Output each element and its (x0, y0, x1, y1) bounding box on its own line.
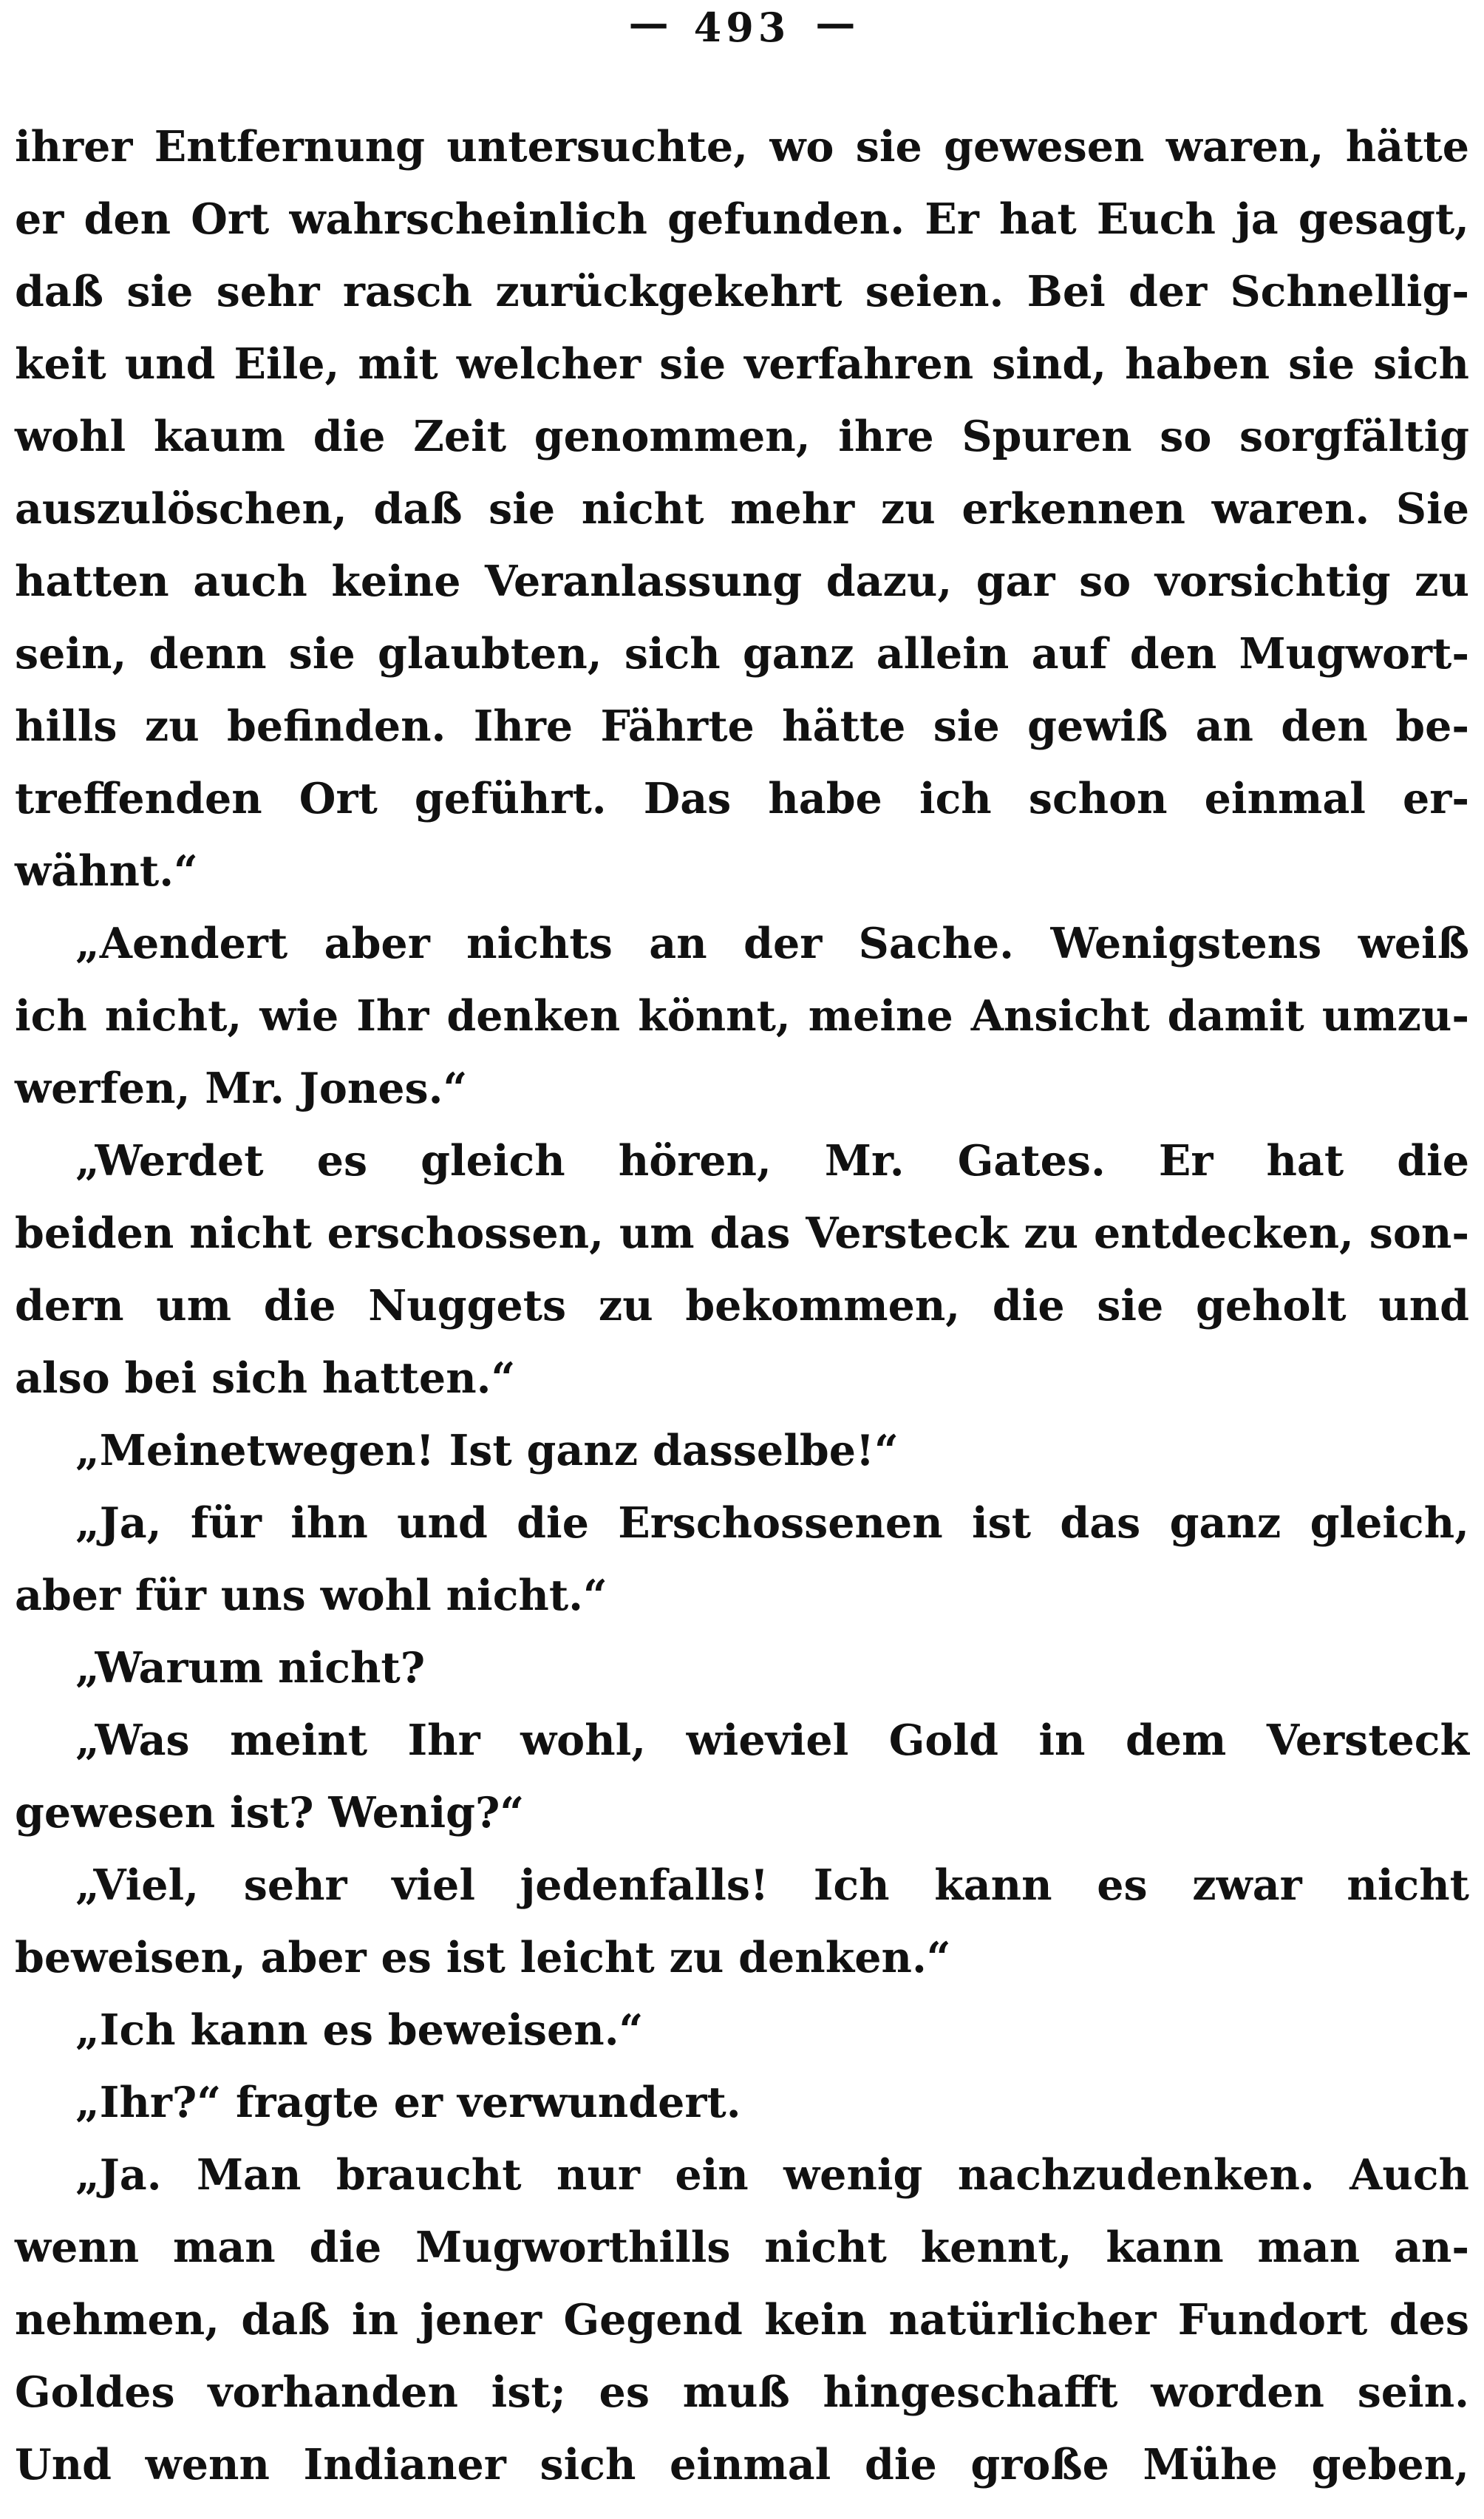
text-line: „Ja, für ihn und die Erschossenen ist das ganz gleich, (75, 1498, 1469, 1548)
text-line: keit und Eile, mit welcher sie verfahren sind, haben sie sich (15, 339, 1469, 389)
text-line: „Was meint Ihr wohl, wieviel Gold in dem Versteck (75, 1716, 1469, 1765)
text-line: „Ja. Man braucht nur ein wenig nachzudenken. Auch (75, 2150, 1469, 2200)
paragraph (15, 1849, 1469, 1994)
text-line: beweisen, aber es ist leicht zu denken.“ (15, 1933, 951, 1982)
text-line: daß sie sehr rasch zurückgekehrt seien. Bei der Schnellig- (15, 267, 1469, 316)
paragraph (15, 1704, 1469, 1849)
paragraph (15, 2067, 1469, 2139)
text-line: wenn man die Mugworthills nicht kennt, kann man an- (15, 2223, 1469, 2272)
text-line: ihrer Entfernung untersuchte, wo sie gewesen waren, hätte (15, 122, 1469, 171)
text-line: sein, denn sie glaubten, sich ganz allein auf den Mugwort- (15, 629, 1469, 679)
paragraph (15, 1487, 1469, 1632)
text-line: hills zu befinden. Ihre Fährte hätte sie gewiß an den be- (15, 701, 1469, 751)
text-line: „Werdet es gleich hören, Mr. Gates. Er hat die (75, 1136, 1469, 1186)
text-line: „Ich kann es beweisen.“ (75, 2005, 644, 2055)
paragraph (15, 1125, 1469, 1415)
text-line: dern um die Nuggets zu bekommen, die sie geholt und (15, 1281, 1469, 1330)
paragraph (15, 111, 1469, 908)
text-line: „Viel, sehr viel jedenfalls! Ich kann es zwar nicht (75, 1860, 1469, 1910)
text-line: „Meinetwegen! Ist ganz dasselbe!“ (75, 1426, 899, 1475)
text-line: also bei sich hatten.“ (15, 1353, 516, 1403)
paragraph (15, 1994, 1469, 2067)
text-line: auszulöschen, daß sie nicht mehr zu erkennen waren. Sie (15, 484, 1469, 534)
text-line: ich nicht, wie Ihr denken könnt, meine Ansicht damit umzu- (15, 991, 1469, 1041)
paragraph (15, 2139, 1469, 2501)
text-line: gewesen ist? Wenig?“ (15, 1788, 525, 1838)
text-line: werfen, Mr. Jones.“ (15, 1064, 468, 1113)
text-line: aber für uns wohl nicht.“ (15, 1571, 607, 1620)
text-line: „Warum nicht? (75, 1643, 426, 1693)
paragraph (15, 1632, 1469, 1704)
text-line: „Ihr?“ fragte er verwundert. (75, 2078, 741, 2127)
text-line: wohl kaum die Zeit genommen, ihre Spuren so sorgfältig (15, 412, 1469, 461)
page-body (0, 111, 1484, 2501)
text-line: „Aendert aber nichts an der Sache. Wenigstens weiß (75, 919, 1469, 968)
page-number: 493 (693, 4, 791, 51)
text-line: hatten auch keine Veranlassung dazu, gar so vorsichtig zu (15, 557, 1469, 606)
text-line: nehmen, daß in jener Gegend kein natürlicher Fundort des (15, 2295, 1469, 2345)
paragraph (15, 908, 1469, 1125)
text-line: treffenden Ort geführt. Das habe ich schon einmal er- (15, 774, 1469, 823)
header-right-dash: — (815, 0, 856, 47)
paragraph (15, 1415, 1469, 1487)
text-line: beiden nicht erschossen, um das Versteck zu entdecken, son- (15, 1208, 1469, 1258)
text-line: Goldes vorhanden ist; es muß hingeschafft worden sein. (15, 2367, 1469, 2417)
text-line: wähnt.“ (15, 846, 198, 896)
page-header (0, 0, 1484, 51)
text-line: er den Ort wahrscheinlich gefunden. Er hat Euch ja gesagt, (15, 194, 1469, 244)
text-line: Und wenn Indianer sich einmal die große Mühe geben, (15, 2440, 1469, 2489)
header-left-dash: — (628, 0, 669, 47)
